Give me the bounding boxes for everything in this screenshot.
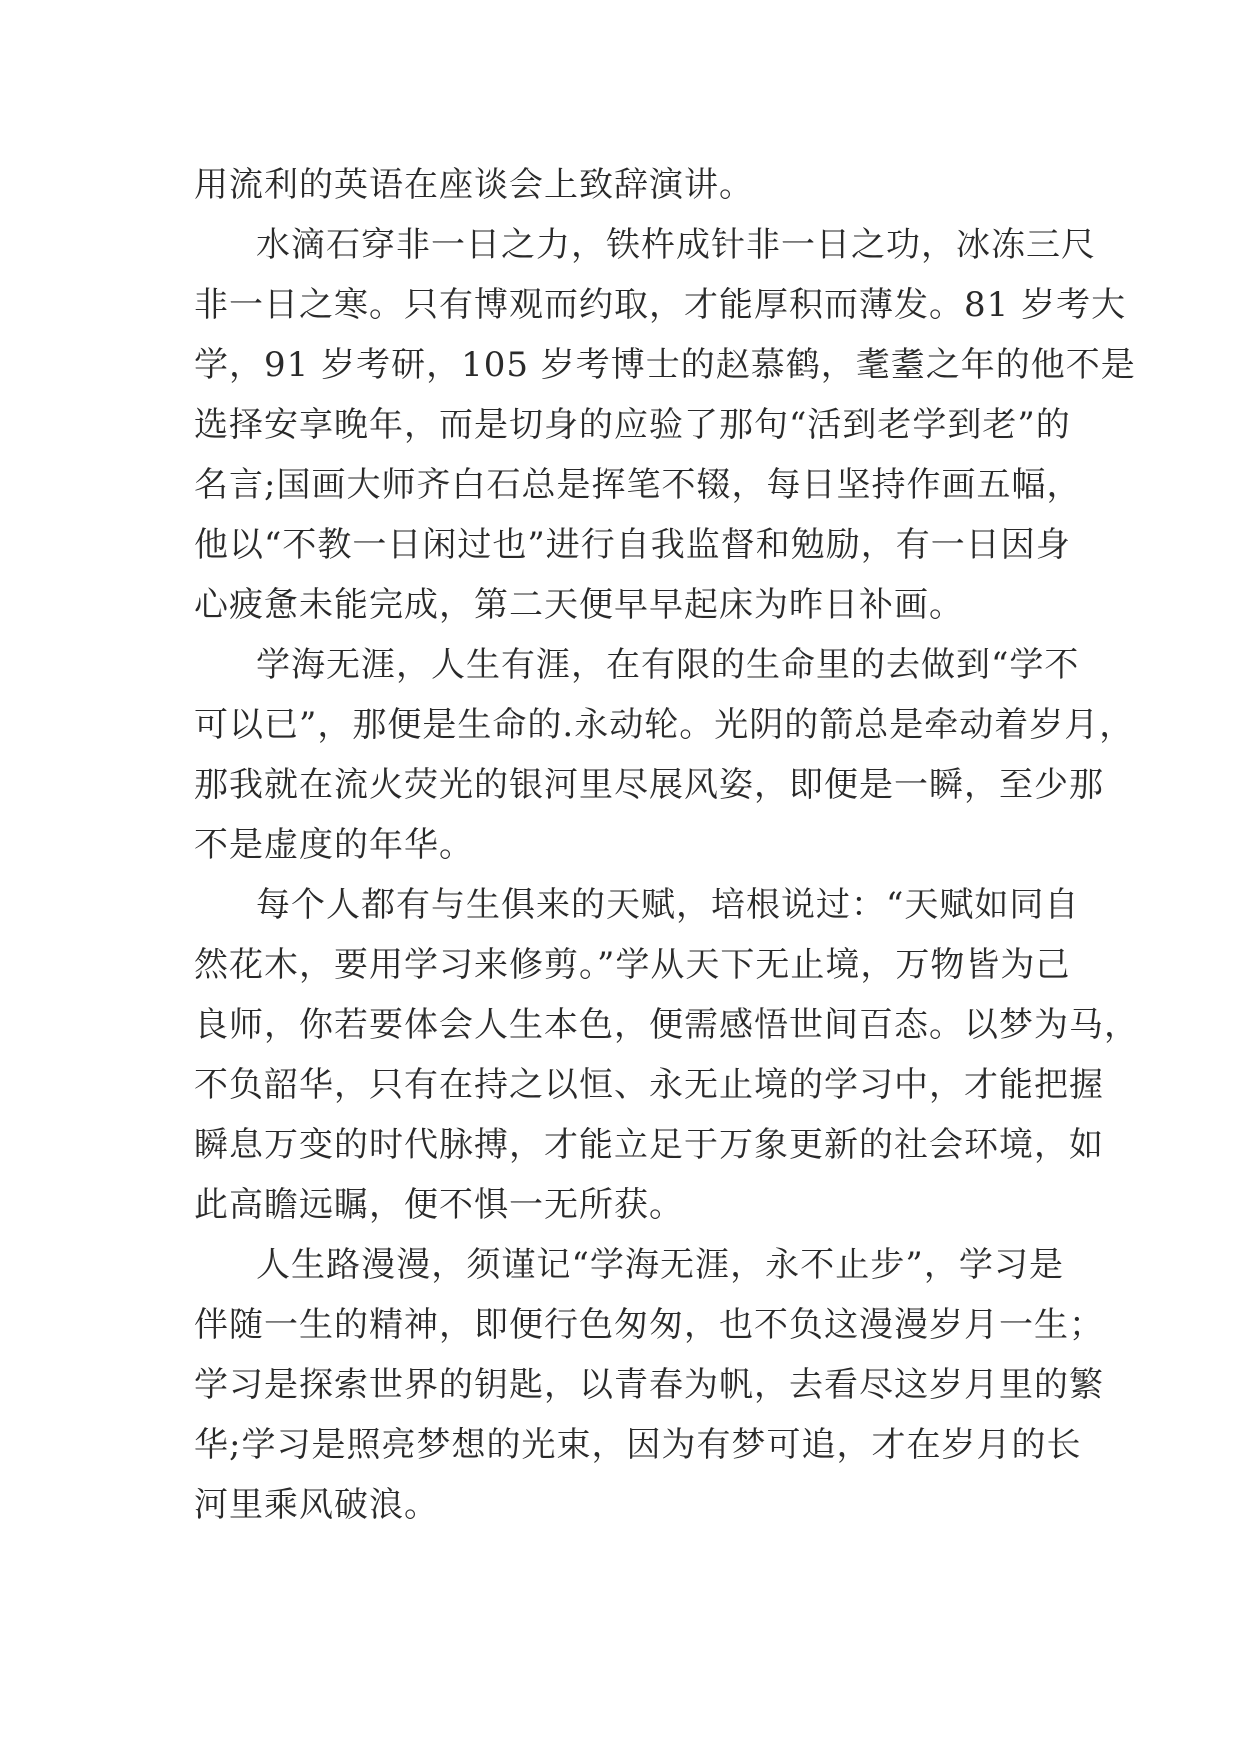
paragraph-4	[194, 875, 1139, 1235]
text-line: 可以已”，那便是生命的.永动轮。光阴的箭总是牵动着岁月，	[194, 705, 1135, 745]
document-body	[194, 155, 1139, 1535]
text-line: 用流利的英语在座谈会上致辞演讲。	[194, 165, 754, 205]
text-line: 伴随一生的精神，即便行色匆匆，也不负这漫漫岁月一生；	[194, 1305, 1104, 1345]
text-line: 非一日之寒。只有博观而约取，才能厚积而薄发。81 岁考大	[194, 285, 1127, 325]
text-line: 他以“不教一日闲过也”进行自我监督和勉励，有一日因身	[194, 525, 1071, 565]
text-line: 良师，你若要体会人生本色，便需感悟世间百态。以梦为马，	[194, 1005, 1139, 1045]
text-line: 河里乘风破浪。	[194, 1485, 439, 1525]
text-line: 华;学习是照亮梦想的光束，因为有梦可追，才在岁月的长	[194, 1425, 1082, 1465]
paragraph-5	[194, 1235, 1104, 1535]
text-line: 水滴石穿非一日之力，铁杵成针非一日之功，冰冻三尺	[256, 225, 1096, 265]
text-line: 人生路漫漫，须谨记“学海无涯，永不止步”，学习是	[256, 1245, 1064, 1285]
text-line: 名言;国画大师齐白石总是挥笔不辍，每日坚持作画五幅，	[194, 465, 1082, 505]
paragraph-1	[194, 155, 1064, 215]
text-line: 然花木，要用学习来修剪。”学从天下无止境，万物皆为己	[194, 945, 1071, 985]
text-line: 此高瞻远瞩，便不惧一无所获。	[194, 1185, 684, 1225]
paragraph-2	[194, 215, 1136, 635]
text-line: 学海无涯，人生有涯，在有限的生命里的去做到“学不	[256, 645, 1080, 685]
text-line: 不是虚度的年华。	[194, 825, 474, 865]
text-line: 瞬息万变的时代脉搏，才能立足于万象更新的社会环境，如	[194, 1125, 1104, 1165]
text-line: 不负韶华，只有在持之以恒、永无止境的学习中，才能把握	[194, 1065, 1104, 1105]
text-line: 选择安享晚年，而是切身的应验了那句“活到老学到老”的	[194, 405, 1071, 445]
text-line: 学，91 岁考研，105 岁考博士的赵慕鹤，耄耋之年的他不是	[194, 345, 1136, 385]
text-line: 那我就在流火荧光的银河里尽展风姿，即便是一瞬，至少那	[194, 765, 1104, 805]
paragraph-3	[194, 635, 1135, 875]
text-line: 心疲惫未能完成，第二天便早早起床为昨日补画。	[194, 585, 964, 625]
text-line: 每个人都有与生俱来的天赋，培根说过：“天赋如同自	[256, 885, 1080, 925]
text-line: 学习是探索世界的钥匙，以青春为帆，去看尽这岁月里的繁	[194, 1365, 1104, 1405]
